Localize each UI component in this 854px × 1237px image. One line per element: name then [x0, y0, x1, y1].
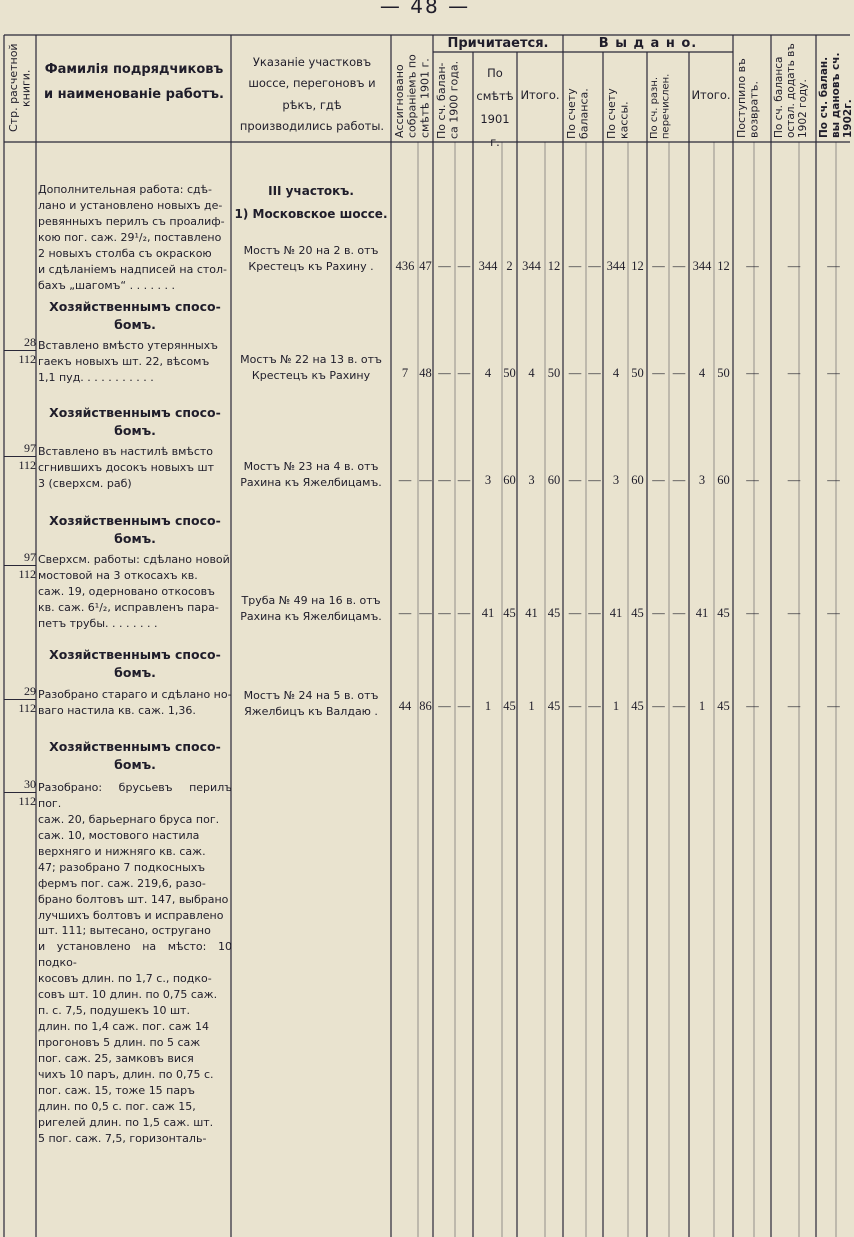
due-total-kop: 45: [547, 699, 561, 713]
header-paid-balance: По счету баланса.: [565, 88, 591, 139]
due-balance-kop: —: [457, 606, 471, 620]
header-assigned: Ассигновано собраніемъ по смѣтѣ 1901 г.: [393, 54, 432, 138]
paid-transfer-rub: —: [652, 259, 665, 273]
section-heading: Хозяйственнымъ спосо- бомъ.: [49, 299, 221, 332]
paid-total-kop: 12: [717, 259, 730, 273]
header-due-balance: По сч. балан- са 1900 года.: [435, 60, 461, 139]
header-due-total: Итого.: [520, 88, 560, 102]
due-estimate-rub: 41: [481, 606, 495, 620]
due-estimate-rub: 1: [484, 699, 492, 713]
paid-total-rub: 1: [698, 699, 706, 713]
paid-cash-rub: 344: [606, 259, 626, 273]
paid-balance-kop: —: [588, 473, 601, 487]
due-total-kop: 50: [547, 366, 561, 380]
paid-cash-rub: 41: [609, 606, 623, 620]
due-balance-rub: —: [438, 473, 451, 487]
paid-balance-kop: —: [588, 259, 601, 273]
header-book-page: Стр. расчетной книги.: [7, 43, 33, 133]
due-total-rub: 3: [528, 473, 535, 487]
due-total-kop: 45: [547, 606, 561, 620]
paid-total-rub: 3: [698, 473, 706, 487]
due-estimate-kop: 45: [503, 606, 516, 620]
header-location: Указаніе участковъ шоссе, перегоновъ и рѣкъ, гдѣ производились работы.: [239, 55, 385, 133]
paid-balance-kop: —: [588, 699, 601, 713]
due-balance-rub: —: [438, 606, 451, 620]
due-balance-kop: —: [457, 259, 471, 273]
paid-balance-rub: —: [568, 606, 582, 620]
section-heading: Хозяйственнымъ спосо- бомъ.: [49, 739, 221, 772]
paid-total-kop: 45: [717, 699, 730, 713]
due-total-rub: 41: [525, 606, 538, 620]
work-location: Мостъ № 20 на 2 в. отъ Крестецъ къ Рахину .: [243, 244, 379, 273]
due-balance-kop: —: [457, 366, 471, 380]
returned-value: —: [746, 606, 759, 620]
assigned-kop: 86: [419, 699, 432, 713]
paid-cash-kop: 12: [631, 259, 644, 273]
paid-total-kop: 45: [717, 606, 730, 620]
paid-cash-kop: 45: [631, 606, 644, 620]
rest-value: —: [787, 473, 801, 487]
assigned-kop: —: [419, 606, 432, 620]
due-estimate-kop: 50: [503, 366, 516, 380]
book-page-ref: $\frac{30}{112}$: [4, 778, 36, 807]
paid-transfer-rub: —: [652, 473, 665, 487]
paid-balance-kop: —: [588, 366, 601, 380]
due-estimate-kop: 60: [503, 473, 516, 487]
paid-transfer-kop: —: [672, 473, 686, 487]
due-balance-kop: —: [457, 473, 471, 487]
due-balance-rub: —: [438, 259, 451, 273]
paid-total-kop: 60: [717, 473, 730, 487]
header-paid-group: В ы д а н о.: [598, 36, 698, 51]
due-total-rub: 1: [528, 699, 535, 713]
header-returned: Поступило въ возвратъ.: [735, 58, 761, 138]
returned-value: —: [746, 473, 759, 487]
due-estimate-kop: 2: [506, 259, 513, 273]
work-location: Мостъ № 22 на 13 в. отъ Крестецъ къ Рахину: [240, 353, 382, 382]
rest-1902-value: —: [827, 259, 840, 273]
work-description: Вставлено въ настилѣ вмѣсто сгнившихъ досокъ новыхъ шт 3 (сверхсм. раб): [38, 445, 215, 490]
rest-1902-value: —: [827, 699, 840, 713]
rest-value: —: [787, 699, 801, 713]
book-page-ref: $\frac{28}{112}$: [4, 336, 36, 365]
assigned-rub: —: [398, 473, 412, 487]
header-due-estimate: По смѣтѣ 1901 г.: [476, 66, 514, 149]
paid-transfer-rub: —: [652, 699, 665, 713]
assigned-kop: —: [419, 473, 432, 487]
due-balance-kop: —: [457, 699, 471, 713]
section-heading: Хозяйственнымъ спосо- бомъ.: [49, 647, 221, 680]
paid-cash-kop: 60: [631, 473, 644, 487]
paid-total-rub: 4: [698, 366, 706, 380]
paid-transfer-kop: —: [672, 606, 686, 620]
due-balance-rub: —: [438, 366, 451, 380]
due-estimate-rub: 3: [484, 473, 492, 487]
assigned-kop: 47: [419, 259, 432, 273]
paid-balance-kop: —: [588, 606, 601, 620]
header-paid-transfer: По сч. разн. перечислен.: [649, 73, 672, 139]
assigned-rub: 436: [395, 259, 415, 273]
returned-value: —: [746, 259, 759, 273]
book-page-ref: $\frac{29}{112}$: [4, 685, 36, 714]
work-location: Труба № 49 на 16 в. отъ Рахина къ Яжелбицамъ.: [240, 594, 382, 623]
header-rest-1902: По сч. балан. вы дановъ сч. 1902г.: [818, 52, 854, 138]
page-number: — 48 —: [379, 0, 471, 18]
returned-value: —: [746, 699, 759, 713]
work-description: Вставлено вмѣсто утерянныхъ гаекъ новыхъ шт. 22, вѣсомъ 1,1 пуд. . . . . . . . . . .: [38, 339, 218, 384]
due-estimate-kop: 45: [503, 699, 516, 713]
rest-1902-value: —: [827, 473, 840, 487]
due-total-kop: 60: [547, 473, 561, 487]
header-contractor: Фамилія подрядчиковъ и наименованіе работъ.: [44, 62, 224, 102]
due-balance-rub: —: [438, 699, 451, 713]
paid-total-rub: 41: [695, 606, 709, 620]
paid-transfer-rub: —: [652, 606, 665, 620]
book-page-ref: $\frac{97}{112}$: [4, 551, 36, 580]
rest-1902-value: —: [827, 366, 840, 380]
paid-total-rub: 344: [692, 259, 712, 273]
rest-1902-value: —: [827, 606, 840, 620]
due-estimate-rub: 4: [484, 366, 492, 380]
paid-balance-rub: —: [568, 473, 582, 487]
assigned-rub: 7: [401, 366, 409, 380]
due-total-rub: 4: [528, 366, 535, 380]
assigned-rub: —: [398, 606, 412, 620]
assigned-rub: 44: [398, 699, 412, 713]
section-heading: Хозяйственнымъ спосо- бомъ.: [49, 405, 221, 438]
returned-value: —: [746, 366, 759, 380]
due-total-rub: 344: [522, 259, 541, 273]
header-paid-cash: По счету кассы.: [605, 88, 631, 139]
work-description: Дополнительная работа: сдѣ- лано и установлено новыхъ де- ревянныхъ перилъ съ проалиф- кою пог. саж. 29¹/₂, поставлено 2 новыхъ столба съ окраскою и сдѣланіемъ надписей на стол- бахъ „шагомъ“ . . . . . . .: [38, 183, 227, 292]
paid-transfer-kop: —: [672, 259, 686, 273]
work-location: Мостъ № 24 на 5 в. отъ Яжелбицъ къ Валдаю .: [243, 689, 379, 718]
rest-value: —: [787, 366, 801, 380]
paid-balance-rub: —: [568, 259, 582, 273]
assigned-kop: 48: [419, 366, 432, 380]
paid-cash-kop: 50: [631, 366, 644, 380]
due-estimate-rub: 344: [478, 259, 498, 273]
paid-transfer-kop: —: [672, 366, 686, 380]
header-paid-total: Итого.: [691, 88, 731, 102]
paid-cash-rub: 3: [612, 473, 620, 487]
section-location-heading: III участокъ. 1) Московское шоссе.: [234, 184, 388, 222]
header-rest: По сч. баланса остал. додать въ 1902 году.: [773, 43, 810, 138]
section-heading: Хозяйственнымъ спосо- бомъ.: [49, 513, 221, 546]
work-description: Сверхсм. работы: сдѣлано новой мостовой на 3 откосахъ кв. саж. 19, одерновано откосовъ кв. саж. 6¹/₂, исправленъ пара- петъ трубы. . . . . . . .: [38, 553, 230, 630]
due-total-kop: 12: [547, 259, 561, 273]
paid-transfer-rub: —: [652, 366, 665, 380]
work-location: Мостъ № 23 на 4 в. отъ Рахина къ Яжелбицамъ.: [240, 460, 382, 489]
paid-balance-rub: —: [568, 366, 582, 380]
paid-balance-rub: —: [568, 699, 582, 713]
paid-cash-kop: 45: [631, 699, 644, 713]
rest-value: —: [787, 606, 801, 620]
paid-transfer-kop: —: [672, 699, 686, 713]
header-due-group: Причитается.: [447, 36, 549, 51]
book-page-ref: $\frac{97}{112}$: [4, 442, 36, 471]
paid-cash-rub: 4: [612, 366, 620, 380]
rest-value: —: [787, 259, 801, 273]
paid-total-kop: 50: [717, 366, 730, 380]
work-description: Разобрано: брусьевъ перилъ пог. саж. 20, барьернаго бруса пог. саж. 10, мостового настила верхняго и нижняго кв. саж. 47; разобрано 7 подкосныхъ фермъ пог. саж. 219,6, разо- брано болтовъ шт. 147, выбрано лучшихъ болтовъ и исправлено шт. 111; вытесано, остругано и установлено на мѣсто: 10 подко- косовъ длин. по 1,7 с., подко- совъ шт. 10 длин. по 0,75 саж. п. с. 7,5, подушекъ 10 шт. длин. по 1,4 саж. пог. саж 14 прогоновъ 5 длин. по 5 саж пог. саж. 25, замковъ вися чихъ 10 паръ, длин. по 0,75 с. пог. саж. 15, тоже 15 паръ длин. по 0,5 с. пог. саж 15, ригелей длин. по 1,5 саж. шт. 5 пог. саж. 7,5, горизонталь-: [38, 781, 232, 1145]
paid-cash-rub: 1: [612, 699, 620, 713]
work-description: Разобрано стараго и сдѣлано но- ваго настила кв. саж. 1,36.: [38, 688, 232, 717]
